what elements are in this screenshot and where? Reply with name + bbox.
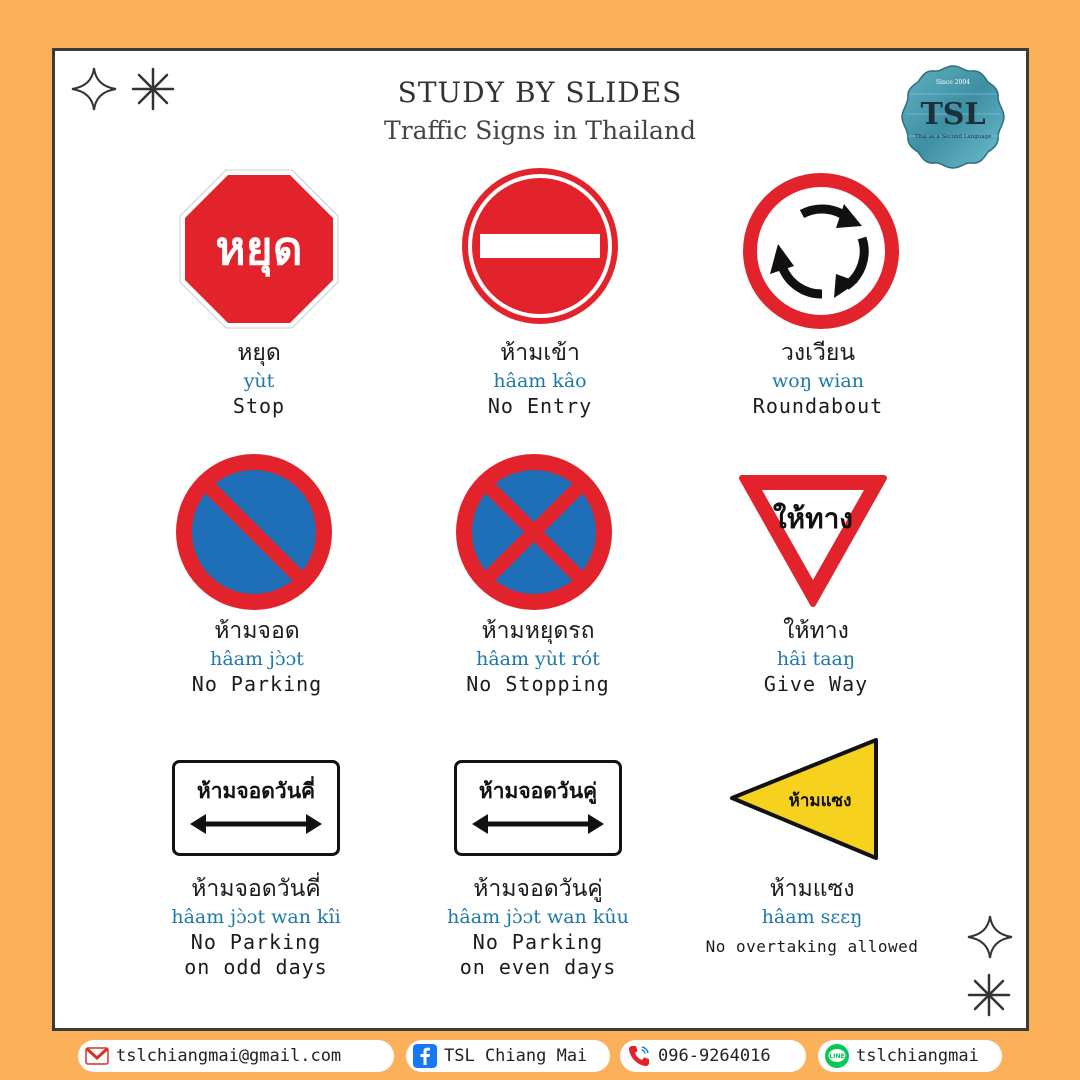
give-way-sign-text: ให้ทาง: [773, 502, 853, 535]
english-meaning: No Parking: [190, 930, 322, 954]
transliteration: hâam yùt rót: [476, 648, 600, 670]
english-meaning: No Parking: [472, 930, 604, 954]
sparkle-icon: [966, 914, 1014, 960]
no-overtaking-sign: [728, 736, 880, 862]
odd-days-sign-text: ห้ามจอดวันคี่: [196, 779, 316, 803]
svg-text:Since 2004: Since 2004: [936, 79, 970, 86]
thai-word: ห้ามเข้า: [500, 340, 580, 366]
english-meaning: No Stopping: [466, 672, 610, 696]
no-parking-odd-days-sign: [172, 760, 340, 856]
gmail-icon: [84, 1043, 110, 1069]
sign-label-stop: [109, 338, 409, 419]
transliteration: hâam sɛɛŋ: [761, 906, 863, 928]
english-meaning-line2: on odd days: [184, 955, 328, 979]
thai-word: ห้ามจอด: [214, 618, 300, 644]
stop-sign: [178, 168, 340, 330]
thai-word: หยุด: [237, 340, 281, 366]
english-meaning: Stop: [232, 394, 286, 418]
english-meaning: No Entry: [487, 394, 593, 418]
english-meaning: Give Way: [763, 672, 869, 696]
svg-text:Thai as a Second Language: Thai as a Second Language: [914, 134, 992, 140]
sign-label-no-entry: [390, 338, 690, 419]
transliteration: hâam jɔ̀ɔt wan kûu: [447, 906, 629, 928]
english-meaning-line2: on even days: [459, 955, 617, 979]
no-entry-sign: [460, 166, 620, 326]
facebook-contact[interactable]: [406, 1040, 610, 1072]
sign-label-no-stopping: [388, 616, 688, 697]
no-parking-even-days-sign: [454, 760, 622, 856]
stop-sign-text: หยุด: [215, 221, 303, 275]
line-text: tslchiangmai: [856, 1046, 979, 1066]
phone-icon: [626, 1043, 652, 1069]
line-icon: [824, 1043, 850, 1069]
english-meaning: Roundabout: [752, 394, 884, 418]
transliteration: hâam kâo: [493, 370, 587, 392]
phone-text: 096-9264016: [658, 1046, 771, 1066]
sign-label-roundabout: [668, 338, 968, 419]
thai-word: ห้ามแซง: [769, 876, 855, 902]
transliteration: hâam jɔ̀ɔt: [210, 648, 304, 670]
sign-label-no-parking-even: [388, 874, 688, 980]
facebook-icon: [412, 1043, 438, 1069]
facebook-text: TSL Chiang Mai: [444, 1046, 588, 1066]
sign-label-no-parking: [107, 616, 407, 697]
email-contact[interactable]: [78, 1040, 394, 1072]
transliteration: woŋ wian: [772, 370, 864, 392]
thai-word: ห้ามจอดวันคี่: [191, 876, 321, 902]
transliteration: hâam jɔ̀ɔt wan kîi: [171, 906, 341, 928]
sign-label-give-way: [666, 616, 966, 697]
sign-label-no-overtaking: [662, 874, 962, 959]
tsl-logo: [900, 64, 1006, 170]
thai-word: ให้ทาง: [783, 618, 849, 644]
thai-word: ห้ามจอดวันคู่: [473, 876, 603, 902]
sign-label-no-parking-odd: [106, 874, 406, 980]
english-meaning: No overtaking allowed: [705, 937, 919, 956]
transliteration: yùt: [243, 370, 275, 392]
line-contact[interactable]: [818, 1040, 1002, 1072]
page-title: STUDY BY SLIDES: [397, 76, 683, 109]
even-days-sign-text: ห้ามจอดวันคู่: [478, 779, 598, 803]
email-text: tslchiangmai@gmail.com: [116, 1046, 342, 1066]
thai-word: วงเวียน: [780, 340, 856, 366]
transliteration: hâi taaŋ: [776, 648, 856, 670]
page-subtitle: Traffic Signs in Thailand: [384, 116, 696, 145]
roundabout-sign: [740, 170, 902, 332]
english-meaning: No Parking: [191, 672, 323, 696]
no-overtaking-sign-text: ห้ามแซง: [788, 791, 852, 811]
no-parking-sign: [174, 452, 334, 612]
phone-contact[interactable]: [620, 1040, 806, 1072]
asterisk-icon: [966, 972, 1012, 1018]
svg-text:TSL: TSL: [920, 97, 986, 132]
no-stopping-sign: [454, 452, 614, 612]
thai-word: ห้ามหยุดรถ: [481, 618, 595, 644]
svg-text:LINE: LINE: [829, 1053, 845, 1060]
give-way-sign: [736, 472, 890, 610]
